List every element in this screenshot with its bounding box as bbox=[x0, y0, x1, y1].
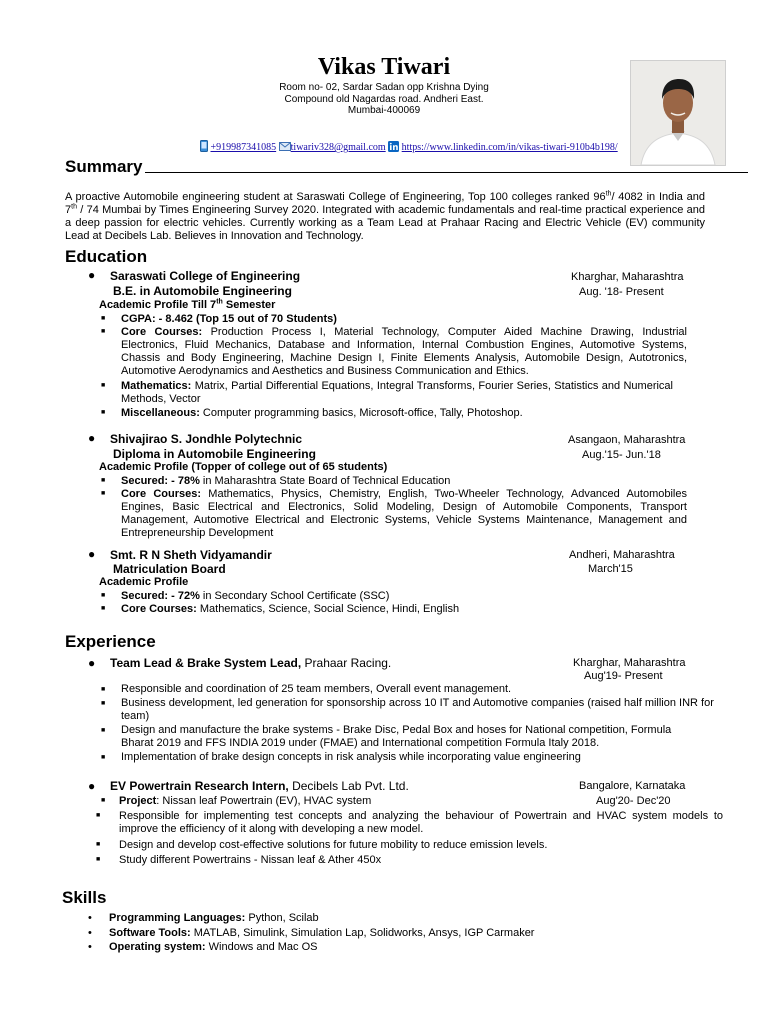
bullet-square: ■ bbox=[101, 592, 106, 599]
miscellaneous: Miscellaneous: Computer programming basics, Microsoft-office, Tally, Photoshop. bbox=[121, 407, 523, 419]
bullet-square: ■ bbox=[101, 382, 106, 389]
institution-location: Kharghar, Maharashtra bbox=[571, 271, 684, 283]
responsibility: Study different Powertrains - Nissan leaf & Ather 450x bbox=[119, 854, 382, 866]
academic-profile: Academic Profile bbox=[99, 576, 189, 588]
summary-text: A proactive Automobile engineering student at Saraswati College of Engineering, Top 100 colleges ranked 96th/ 4082 in India and 7th / 74 Mumbai by Times Engineering Survey 2020. Integrated with academic fundamentals and real-time practical experience and a deep passion for electric vehicles. Currently working as a Team Lead at Prahaar Racing and Electric Vehicle (EV) community Lead at Decibels Lab. Believes in Innovation and Technology. bbox=[65, 190, 705, 242]
skill-item: Programming Languages: Python, Scilab bbox=[109, 912, 319, 924]
role-location: Kharghar, Maharashtra bbox=[573, 657, 686, 669]
summary-rule bbox=[145, 172, 748, 173]
profile-photo bbox=[630, 60, 726, 166]
cgpa: CGPA: - 8.462 (Top 15 out of 70 Students) bbox=[121, 313, 337, 325]
project: Project: Nissan leaf Powertrain (EV), HVAC system bbox=[119, 795, 372, 807]
candidate-name: Vikas Tiwari bbox=[317, 54, 451, 80]
experience-heading: Experience bbox=[65, 632, 156, 651]
bullet-square: ■ bbox=[101, 754, 106, 761]
core-courses: Core Courses: Production Process I, Material Technology, Computer Aided Machine Drawing, Industrial Electronics, Fluid Mechanics, Database and Information, Internal Combustion Engines, Automotive Systems, Chassis and Body Engineering, Machine Design I, Finite Elements Analysis, Automobile Design, Autotronics, Automotive Aerodynamics and Aesthetics and Business Communication and Ethics. bbox=[121, 326, 687, 377]
institution-name: Shivajirao S. Jondhle Polytechnic bbox=[110, 432, 303, 446]
bullet-square: ■ bbox=[101, 700, 106, 707]
contact-line bbox=[200, 140, 618, 155]
address-line: Compound old Nagardas road. Andheri East. bbox=[284, 93, 484, 105]
core-courses: Core Courses: Mathematics, Physics, Chemistry, English, Two-Wheeler Technology, Advanced Automobiles Engines, Basic Electrical and Electronics, Solid Modeling, Design of Automobile Components, Transport Management, Automotive Electrical and Electronic Systems, Vehicle Systems Maintenance, Management and Entrepreneurship Development bbox=[121, 488, 687, 539]
skill-item: Software Tools: MATLAB, Simulink, Simulation Lap, Solidworks, Ansys, IGP Carmaker bbox=[109, 927, 535, 939]
skill-item: Operating system: Windows and Mac OS bbox=[109, 941, 318, 953]
institution-location: Asangaon, Maharashtra bbox=[568, 434, 686, 446]
degree-name: Matriculation Board bbox=[113, 562, 226, 576]
role-dates: Aug'20- Dec'20 bbox=[596, 795, 671, 807]
role-location: Bangalore, Karnataka bbox=[579, 780, 686, 792]
core-courses: Core Courses: Mathematics, Science, Social Science, Hindi, English bbox=[121, 603, 460, 615]
bullet-dot: • bbox=[88, 912, 92, 924]
bullet-dot: • bbox=[88, 927, 92, 939]
mathematics: Mathematics: Matrix, Partial Differential Equations, Integral Transforms, Fourier Series, Statistics and Numerical Methods, Vector bbox=[121, 380, 673, 405]
bullet-square: ■ bbox=[101, 605, 106, 612]
phone-icon bbox=[200, 140, 208, 155]
degree-dates: Aug. '18- Present bbox=[579, 286, 664, 298]
bullet-square: ■ bbox=[96, 812, 101, 819]
institution-name: Saraswati College of Engineering bbox=[110, 269, 301, 283]
address-line: Room no- 02, Sardar Sadan opp Krishna Dying bbox=[279, 82, 489, 93]
linkedin-icon bbox=[388, 141, 399, 155]
summary-heading: Summary bbox=[65, 157, 143, 176]
institution-name: Smt. R N Sheth Vidyamandir bbox=[110, 548, 272, 562]
bullet-dot: • bbox=[88, 941, 92, 953]
skills-heading: Skills bbox=[62, 888, 107, 907]
degree-dates: March'15 bbox=[588, 563, 633, 575]
bullet-square: ■ bbox=[101, 409, 106, 416]
secured: Secured: - 78% in Maharashtra State Board of Technical Education bbox=[121, 475, 451, 487]
academic-profile: Academic Profile (Topper of college out of 65 students) bbox=[99, 461, 388, 473]
bullet-square: ■ bbox=[101, 315, 106, 322]
role-dates: Aug'19- Present bbox=[584, 670, 663, 682]
bullet-square: ■ bbox=[101, 477, 106, 484]
degree-name: B.E. in Automobile Engineering bbox=[113, 284, 292, 298]
bullet-dot: ● bbox=[88, 547, 96, 561]
responsibility: Business development, led generation for sponsorship across 10 IT and Automotive companies (raised half million INR for team) bbox=[121, 697, 714, 722]
academic-profile: Academic Profile Till 7th Semester bbox=[99, 298, 276, 311]
address-line: Mumbai-400069 bbox=[347, 105, 421, 116]
bullet-dot: ● bbox=[88, 431, 96, 445]
bullet-square: ■ bbox=[101, 797, 106, 804]
education-heading: Education bbox=[65, 247, 148, 266]
responsibility: Responsible and coordination of 25 team members, Overall event management. bbox=[121, 683, 512, 695]
responsibility: Design and manufacture the brake systems - Brake Disc, Pedal Box and hoses for National competition, Formula Bharat 2019 and FFS INDIA 2019 under (FMAE) and International competition Formula Italy 2018. bbox=[121, 724, 672, 749]
linkedin-link[interactable]: https://www.linkedin.com/in/vikas-tiwari-910b4b198/ bbox=[401, 141, 618, 153]
bullet-square: ■ bbox=[96, 856, 101, 863]
bullet-dot: ● bbox=[88, 779, 96, 793]
responsibility: Implementation of brake design concepts in risk analysis while incorporating value engineering bbox=[121, 751, 581, 763]
email-icon bbox=[279, 142, 291, 154]
role-title: EV Powertrain Research Intern, Decibels Lab Pvt. Ltd. bbox=[110, 779, 409, 793]
bullet-square: ■ bbox=[101, 490, 106, 497]
bullet-square: ■ bbox=[101, 686, 106, 693]
bullet-dot: ● bbox=[88, 268, 96, 282]
bullet-square: ■ bbox=[101, 328, 106, 335]
bullet-square: ■ bbox=[101, 727, 106, 734]
phone-link[interactable]: +919987341085 bbox=[210, 141, 277, 153]
responsibility: Design and develop cost-effective solutions for future mobility to reduce emission levels. bbox=[119, 839, 548, 851]
bullet-square: ■ bbox=[96, 841, 101, 848]
bullet-dot: ● bbox=[88, 656, 96, 670]
institution-location: Andheri, Maharashtra bbox=[569, 549, 675, 561]
role-title: Team Lead & Brake System Lead, Prahaar Racing. bbox=[110, 656, 392, 670]
degree-dates: Aug.'15- Jun.'18 bbox=[582, 449, 661, 461]
degree-name: Diploma in Automobile Engineering bbox=[113, 447, 316, 461]
secured: Secured: - 72% in Secondary School Certificate (SSC) bbox=[121, 590, 390, 602]
responsibility: Responsible for implementing test concepts and analyzing the behaviour of Powertrain and HVAC system models to improve the efficiency of it along with developing a new model. bbox=[119, 810, 723, 835]
email-link[interactable]: tiwariv328@gmail.com bbox=[290, 141, 386, 153]
